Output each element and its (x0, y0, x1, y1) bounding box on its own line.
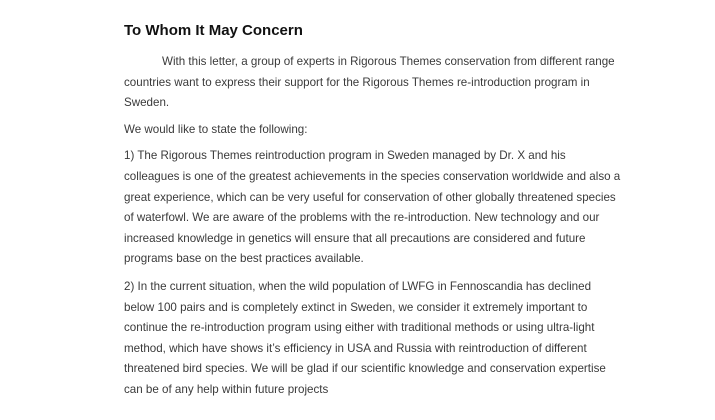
point-2-paragraph: 2) In the current situation, when the wild population of LWFG in Fennoscandia has declined below 100 pairs and is completely extinct in Sweden, we consider it extremely important to continue the re-introduction program using either with traditional methods or using ultra-light method, which have shows it’s efficiency in USA and Russia with reintroduction of different threatened bird species. We will be glad if our scientific knowledge and conservation expertise can be of any help within future projects (124, 279, 606, 396)
letter-heading: To Whom It May Concern (124, 22, 303, 39)
letter-body (124, 18, 624, 401)
statement-lead-paragraph: We would like to state the following: (124, 122, 308, 136)
intro-paragraph: With this letter, a group of experts in Rigorous Themes conservation from different range countries want to express their support for the Rigorous Themes re-introduction program in Sweden. (124, 55, 615, 110)
point-1-paragraph: 1) The Rigorous Themes reintroduction program in Sweden managed by Dr. X and his colleagues is one of the greatest achievements in the species conservation worldwide and also a great experience, which can be very useful for conservation of other globally threatened species of waterfowl. We are aware of the problems with the re-introduction. New technology and our increased knowledge in genetics will ensure that all precautions are considered and future programs base on the best practices available. (124, 149, 621, 266)
